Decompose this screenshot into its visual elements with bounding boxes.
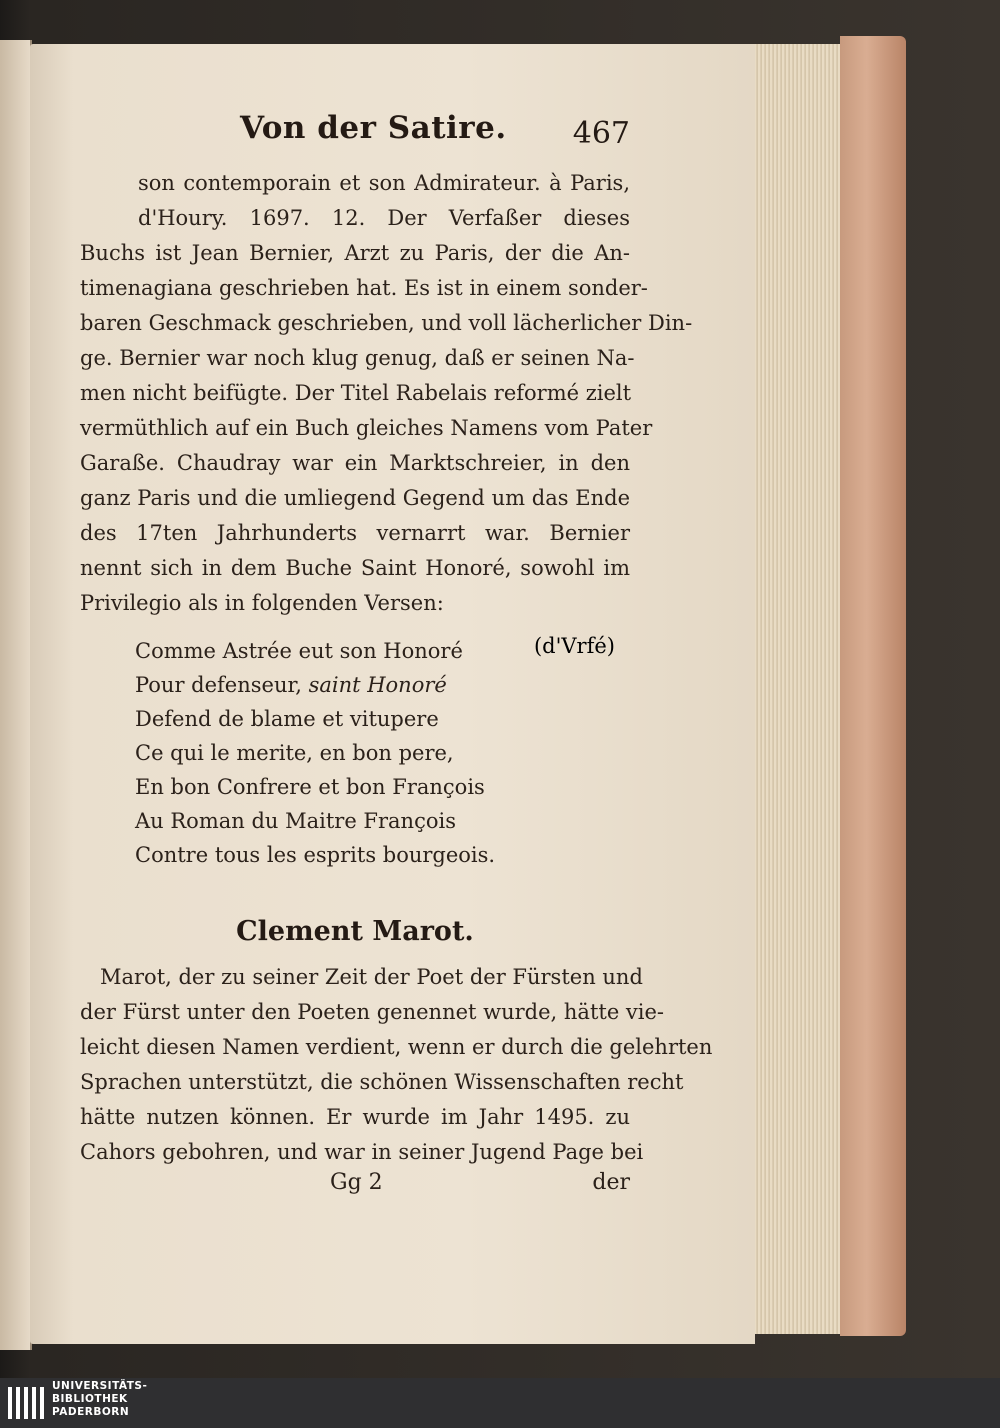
library-logo-icon bbox=[6, 1383, 46, 1423]
text-line: timenagiana geschrieben hat. Es ist in einem sonder- bbox=[80, 276, 648, 300]
verse-note: (d'Vrfé) bbox=[533, 634, 615, 658]
paragraph-marot bbox=[80, 960, 713, 1170]
page-number: 467 bbox=[572, 116, 630, 151]
text-line: ge. Bernier war noch klug genug, daß er seinen Na- bbox=[80, 346, 635, 370]
catchword: der bbox=[592, 1170, 630, 1195]
verse-line: Au Roman du Maitre François bbox=[135, 809, 456, 833]
text-line: leicht diesen Namen verdient, wenn er durch die gelehrten bbox=[80, 1035, 713, 1059]
text-line: d'Houry. 1697. 12. Der Verfaßer dieses bbox=[138, 206, 630, 230]
signature-mark: Gg 2 bbox=[330, 1170, 383, 1195]
text-line: Privilegio als in folgenden Versen: bbox=[80, 591, 444, 615]
page-header bbox=[80, 110, 630, 160]
verse-line: En bon Confrere et bon François bbox=[135, 775, 485, 799]
text-line: son contemporain et son Admirateur. à Paris, bbox=[138, 171, 630, 195]
facing-page-edge bbox=[0, 40, 32, 1350]
library-footer-bar bbox=[0, 1378, 1000, 1428]
text-line: Buchs ist Jean Bernier, Arzt zu Paris, der die An- bbox=[80, 241, 630, 265]
verse-text: Pour defenseur, bbox=[135, 673, 309, 697]
paragraph-bernier bbox=[80, 166, 693, 621]
text-line: nennt sich in dem Buche Saint Honoré, sowohl im bbox=[80, 556, 630, 580]
verse-line: Contre tous les esprits bourgeois. bbox=[135, 843, 496, 867]
verse-block bbox=[135, 634, 615, 872]
text-line: ganz Paris und die umliegend Gegend um das Ende bbox=[80, 486, 630, 510]
text-line: der Fürst unter den Poeten genennet wurde, hätte vie- bbox=[80, 1000, 665, 1024]
library-name bbox=[52, 1380, 147, 1419]
text-line: baren Geschmack geschrieben, und voll lächerlicher Din- bbox=[80, 311, 693, 335]
verse-line bbox=[135, 668, 615, 702]
verse-line: Defend de blame et vitupere bbox=[135, 707, 439, 731]
running-head: Von der Satire. bbox=[240, 110, 507, 146]
text-line: vermüthlich auf ein Buch gleiches Namens vom Pater bbox=[80, 416, 653, 440]
library-name-line: UNIVERSITÄTS- bbox=[52, 1380, 148, 1392]
text-line: Sprachen unterstützt, die schönen Wissenschaften recht bbox=[80, 1070, 684, 1094]
library-name-line: PADERBORN bbox=[52, 1406, 130, 1418]
text-line: men nicht beifügte. Der Titel Rabelais reformé zielt bbox=[80, 381, 632, 405]
text-line: Cahors gebohren, und war in seiner Jugend Page bei bbox=[80, 1140, 644, 1164]
text-line: hätte nutzen können. Er wurde im Jahr 1495. zu bbox=[80, 1105, 630, 1129]
page-footer-line bbox=[80, 1170, 630, 1206]
verse-line: Comme Astrée eut son Honoré bbox=[135, 639, 463, 663]
library-name-line: BIBLIOTHEK bbox=[52, 1393, 128, 1405]
text-line: Marot, der zu seiner Zeit der Poet der Fürsten und bbox=[100, 965, 643, 989]
book-cover bbox=[840, 36, 906, 1336]
text-line: Garaße. Chaudray war ein Marktschreier, in den bbox=[80, 451, 630, 475]
verse-italic: saint Honoré bbox=[308, 673, 447, 697]
verse-line: Ce qui le merite, en bon pere, bbox=[135, 741, 454, 765]
text-line: des 17ten Jahrhunderts vernarrt war. Bernier bbox=[80, 521, 630, 545]
page-stack-edges bbox=[750, 44, 847, 1334]
section-title: Clement Marot. bbox=[236, 916, 474, 947]
